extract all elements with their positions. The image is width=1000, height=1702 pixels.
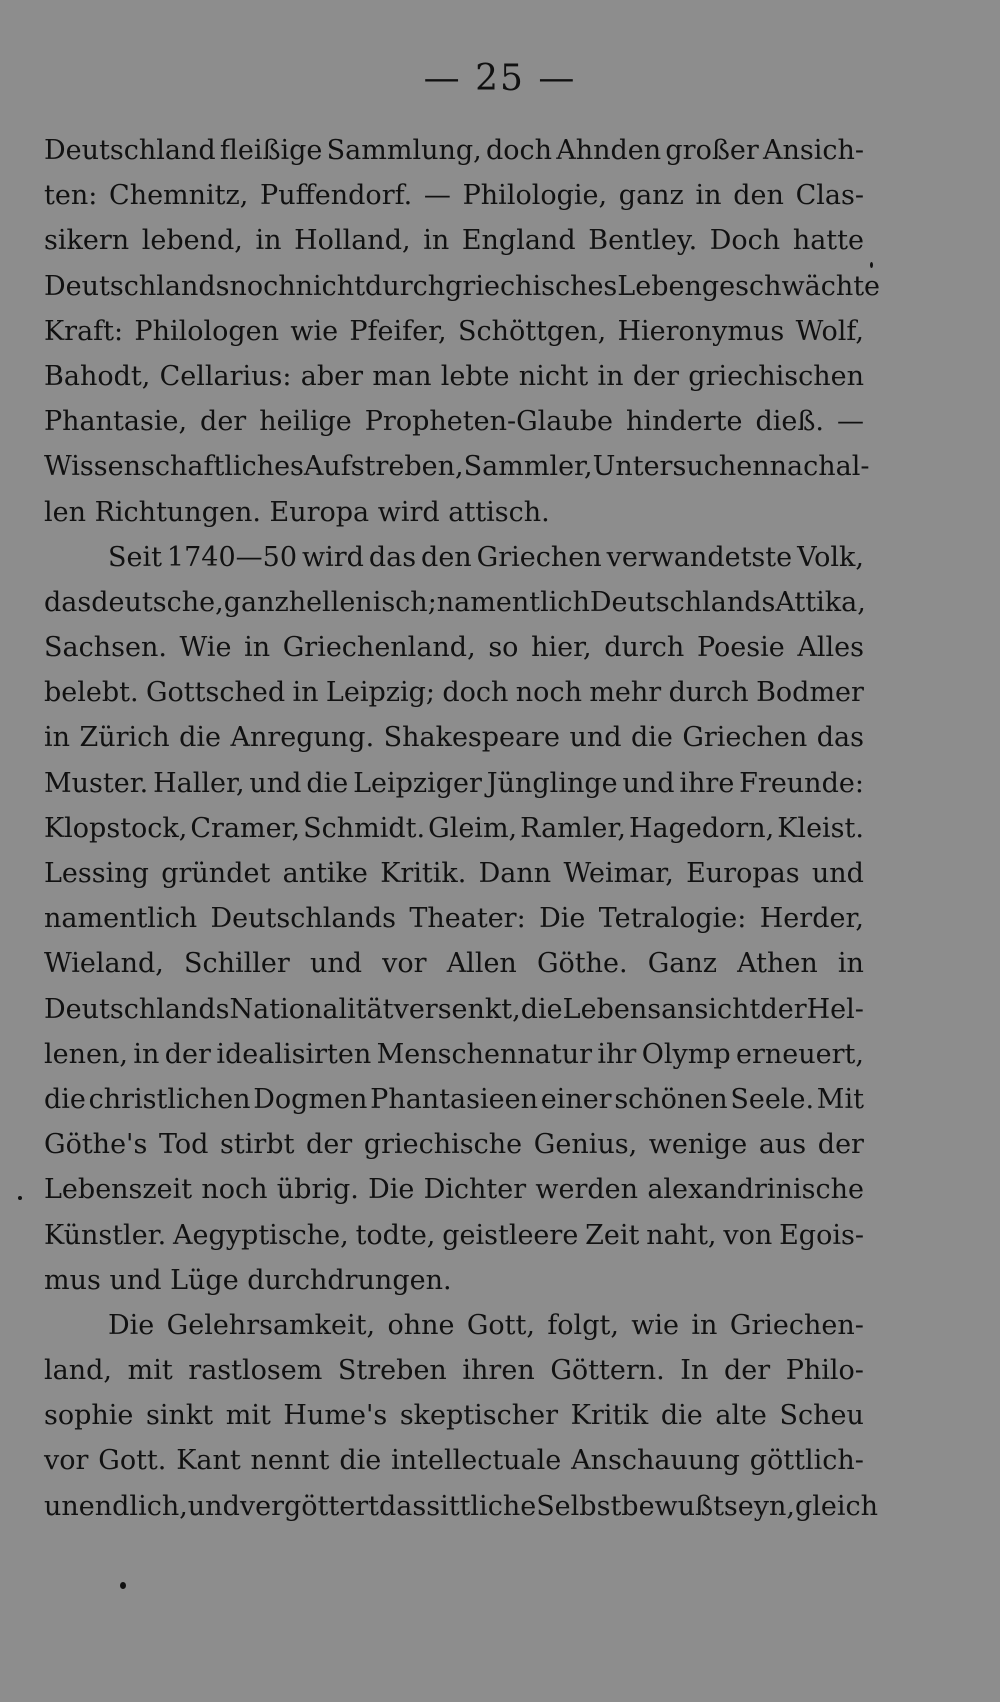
text-line: Deutschlands Nationalität versenkt, die Lebensansicht der Hel- [44, 993, 864, 1025]
text-line: Sachsen. Wie in Griechenland, so hier, durch Poesie Alles [44, 632, 864, 664]
text-line: vor Gott. Kant nennt die intellectuale Anschauung göttlich- [44, 1445, 864, 1477]
text-line: Wissenschaftliches Aufstreben, Sammler, Untersuchen nach al- [44, 451, 870, 483]
ink-speck [120, 1582, 126, 1589]
text-line: Göthe's Tod stirbt der griechische Genius, wenige aus der [44, 1129, 864, 1161]
text-line: belebt. Gottsched in Leipzig; doch noch mehr durch Bodmer [44, 677, 864, 709]
text-line: Lebenszeit noch übrig. Die Dichter werden alexandrinische [44, 1174, 864, 1206]
text-line: Kraft: Philologen wie Pfeifer, Schöttgen, Hieronymus Wolf, [44, 315, 864, 347]
text-line: sikern lebend, in Holland, in England Bentley. Doch hatte [44, 225, 864, 257]
text-line: Deutschland fleißige Sammlung, doch Ahnden großer Ansich- [44, 135, 864, 166]
text-line: die christlichen Dogmen Phantasieen einer schönen Seele. Mit [44, 1083, 864, 1115]
text-line: Künstler. Aegyptische, todte, geistleere Zeit naht, von Egois- [44, 1219, 864, 1251]
text-line: Die Gelehrsamkeit, ohne Gott, folgt, wie in Griechen- [108, 1309, 864, 1341]
text-line: lenen, in der idealisirten Menschennatur ihr Olymp erneuert, [44, 1038, 864, 1070]
text-line: Seit 1740—50 wird das den Griechen verwandetste Volk, [108, 541, 864, 573]
body-text [44, 128, 881, 1529]
page-number: — 25 — [423, 58, 577, 99]
text-line: Phantasie, der heilige Propheten-Glaube hinderte dieß. — [44, 406, 864, 438]
text-line: len Richtungen. Europa wird attisch. [44, 496, 550, 528]
text-line: das deutsche, ganz hellenisch; namentlich Deutschlands Attika, [44, 586, 866, 618]
text-line: land, mit rastlosem Streben ihren Göttern. In der Philo- [44, 1355, 864, 1387]
text-line: in Zürich die Anregung. Shakespeare und die Griechen das [44, 722, 864, 754]
text-line: Deutschlands noch nicht durch griechisches Leben geschwächte [44, 270, 881, 302]
text-line: mus und Lüge durchdrungen. [44, 1264, 452, 1296]
text-line: Bahodt, Cellarius: aber man lebte nicht in der griechischen [44, 360, 864, 392]
ink-speck [18, 1196, 22, 1200]
text-line: Muster. Haller, und die Leipziger Jünglinge und ihre Freunde: [44, 767, 864, 799]
text-line: Lessing gründet antike Kritik. Dann Weimar, Europas und [44, 858, 864, 889]
ink-speck [870, 262, 873, 268]
text-line: Klopstock, Cramer, Schmidt. Gleim, Ramler, Hagedorn, Kleist. [44, 812, 864, 844]
text-line: ten: Chemnitz, Puffendorf. — Philologie, ganz in den Clas- [44, 180, 864, 212]
text-line: namentlich Deutschlands Theater: Die Tetralogie: Herder, [44, 903, 864, 935]
text-line: unendlich, und vergöttert das sittliche Selbstbewußtseyn, gleich [44, 1490, 879, 1522]
text-line: Wieland, Schiller und vor Allen Göthe. Ganz Athen in [44, 948, 864, 980]
text-line: sophie sinkt mit Hume's skeptischer Kritik die alte Scheu [44, 1400, 864, 1432]
